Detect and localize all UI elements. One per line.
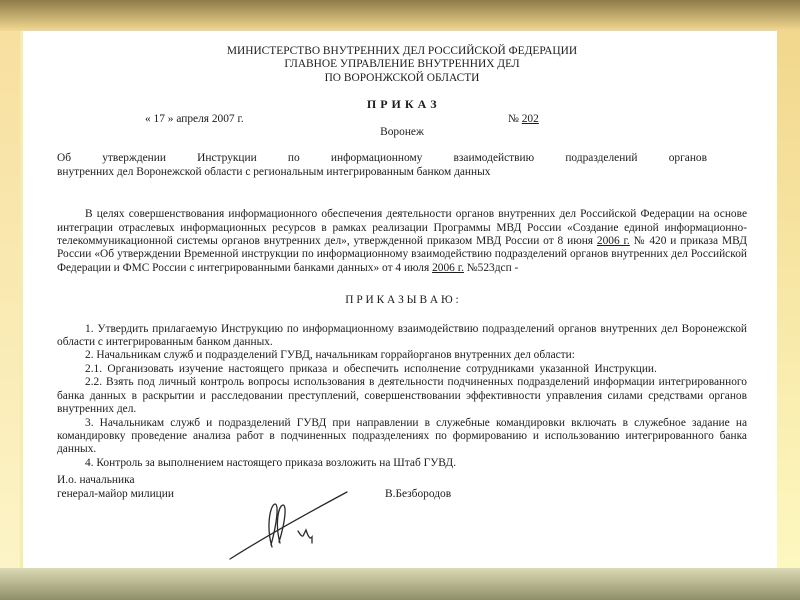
frame-right-bar	[777, 31, 800, 568]
order-title: П Р И К А З	[366, 97, 438, 112]
ministry-header-line: ПО ВОРОНЖСКОЙ ОБЛАСТИ	[324, 71, 480, 84]
order-item: 2.1. Организовать изучение настоящего приказа и обеспечить исполнение сотрудниками указанной Инструкции.	[85, 362, 657, 375]
preamble-underlined-date: 2006 г.	[596, 235, 630, 248]
document-page	[20, 31, 777, 568]
signature-block	[57, 474, 747, 501]
order-subject-line: внутренних дел Воронежской области с региональным интегрированным банком данных	[57, 165, 491, 178]
signature-name: В.Безбородов	[385, 487, 452, 500]
order-city: Воронеж	[380, 126, 424, 139]
order-item: 3. Начальникам служб и подразделений ГУВД при направлении в служебные командировки включать в служебное задание на командировку проведение анализа работ в подчиненных подразделениях по формированию и использованию интегрированного банка данных.	[57, 416, 747, 456]
ministry-header-line: ГЛАВНОЕ УПРАВЛЕНИЕ ВНУТРЕННИХ ДЕЛ	[284, 58, 520, 71]
frame-bottom-bar	[0, 568, 800, 600]
signature-position-line: И.о. начальника	[57, 474, 135, 487]
preamble-paragraph	[57, 208, 747, 275]
order-items	[57, 323, 747, 470]
document-content	[23, 31, 777, 568]
order-date: « 17 » апреля 2007 г.	[145, 112, 244, 125]
signature-position-line: генерал-майор милиции	[57, 487, 174, 500]
signature-row	[57, 488, 747, 501]
frame-left-bar	[0, 31, 20, 568]
preamble-text: № 420 и приказа МВД России «Об утверждении Временной инструкции по информационному взаимодействию подразделений органов внутренних дел Российской Федерации и ФМС России с интегрированными банками данных» от 4 июля	[57, 235, 747, 274]
order-item: 2.2. Взять под личный контроль вопросы использования в деятельности подчиненных подразделений информации интегрированного банка данных в раскрытии и расследовании преступлений, совершенствовании эффективности управления силами средствами органов внутренних дел.	[57, 376, 747, 416]
ministry-header-line: МИНИСТЕРСТВО ВНУТРЕННИХ ДЕЛ РОССИЙСКОЙ ФЕДЕРАЦИИ	[226, 45, 578, 57]
order-number-value: 202	[521, 112, 539, 125]
order-date-row	[57, 113, 747, 126]
order-number-label: №	[508, 112, 522, 125]
order-subject-line: Об утверждении Инструкции по информационному взаимодействию подразделений органов	[57, 152, 707, 165]
order-subject	[57, 152, 707, 179]
preamble-text: В целях совершенствования информационного обеспечения деятельности органов внутренних дел Российской Федерации на основе интеграции отраслевых информационных ресурсов в рамках реализации Программы МВД России «Создание единой информационно-телекоммуникационной системы органов внутренних дел», утвержденной приказом МВД России от 8 июня	[57, 208, 747, 248]
preamble-underlined-date: 2006 г.	[432, 261, 464, 274]
order-item: 1. Утвердить прилагаемую Инструкцию по информационному взаимодействию подразделений органов внутренних дел Воронежской области с интегрированным банком данных.	[57, 322, 747, 349]
resolution-heading: П Р И К А З Ы В А Ю :	[345, 294, 459, 307]
frame-top-bar	[0, 0, 800, 31]
order-item: 2. Начальникам служб и подразделений ГУВД, начальникам горрайорганов внутренних дел области:	[85, 349, 575, 362]
order-item: 4. Контроль за выполнением настоящего приказа возложить на Штаб ГУВД.	[85, 456, 457, 469]
order-number	[508, 113, 539, 126]
preamble-text: №523дсп -	[463, 261, 519, 274]
handwritten-signature	[228, 485, 353, 560]
